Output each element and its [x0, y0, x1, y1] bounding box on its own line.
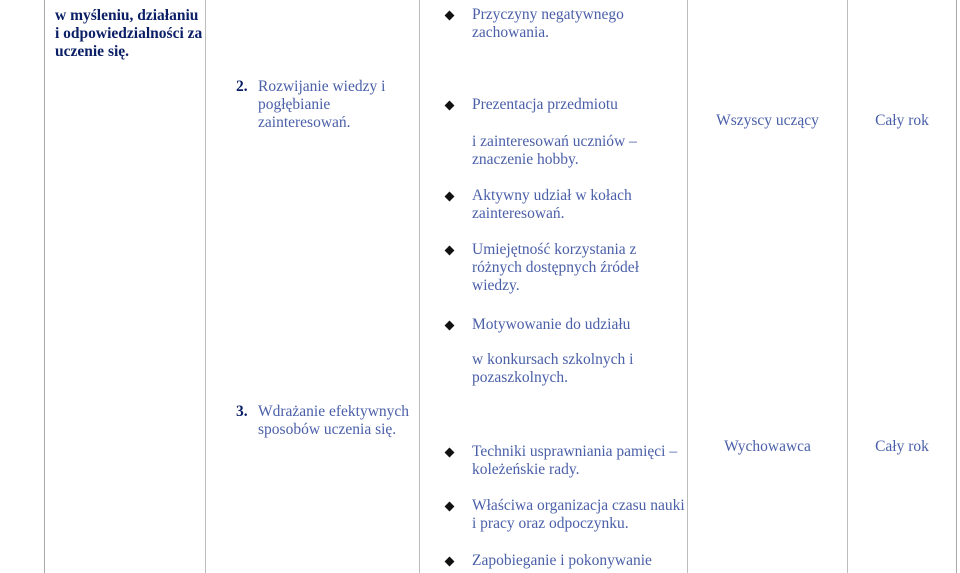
goal-3 [236, 403, 416, 438]
bullet-diamond-icon [445, 321, 455, 331]
time-row3: Cały rok [875, 438, 929, 455]
table-border-left [44, 0, 45, 573]
time-row2: Cały rok [875, 112, 929, 129]
column1-text: w myśleniu, działaniu i odpowiedzialności za uczenie się. [55, 7, 203, 60]
table-border-right [956, 0, 957, 573]
task-text: Motywowanie do udziału [472, 316, 631, 333]
task-text: Przyczyny negatywnego zachowania. [472, 6, 624, 41]
task-text: Właściwa organizacja czasu nauki i pracy oraz odpoczynku. [472, 497, 685, 532]
bullet-diamond-icon [445, 101, 455, 111]
task-text: Umiejętność korzystania z różnych dostępnych źródeł wiedzy. [472, 241, 639, 294]
goal-2 [236, 78, 416, 131]
goal-3-label: Wdrażanie efektywnych sposobów uczenia się. [258, 403, 410, 438]
responsible-row3: Wychowawca [724, 438, 811, 455]
goal-3-number: 3. [236, 403, 248, 420]
bullet-diamond-icon [445, 11, 455, 21]
responsible-row2: Wszyscy uczący [716, 112, 819, 129]
task-text: Techniki usprawniania pamięci – koleżeńskie rady. [472, 443, 678, 478]
goal-2-number: 2. [236, 78, 248, 95]
bullet-diamond-icon [445, 448, 455, 458]
goal-2-label: Rozwijanie wiedzy i pogłębianie zainteresowań. [258, 78, 386, 131]
column-divider-2 [419, 0, 420, 573]
column-divider-4 [847, 0, 848, 573]
task-text: Zapobieganie i pokonywanie [472, 552, 652, 569]
task-continuation: i zainteresowań uczniów – znaczenie hobby. [472, 133, 637, 168]
task-text: Prezentacja przedmiotu [472, 96, 618, 113]
bullet-diamond-icon [445, 246, 455, 256]
column-divider-3 [687, 0, 688, 573]
column-divider-1 [205, 0, 206, 573]
bullet-diamond-icon [445, 502, 455, 512]
task-continuation: w konkursach szkolnych i pozaszkolnych. [472, 351, 634, 386]
task-text: Aktywny udział w kołach zainteresowań. [472, 187, 632, 222]
bullet-diamond-icon [445, 192, 455, 202]
bullet-diamond-icon [445, 557, 455, 567]
